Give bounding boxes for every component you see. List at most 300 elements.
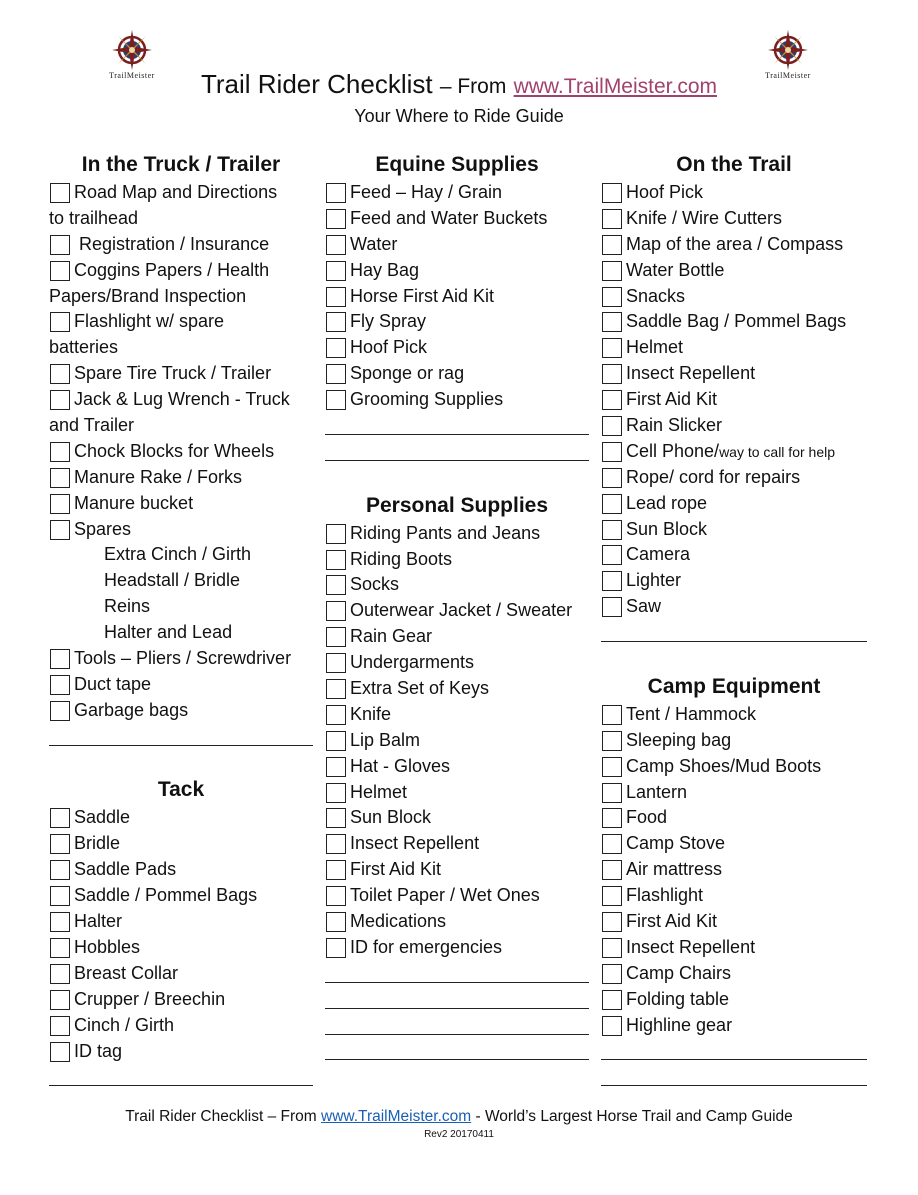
checkbox[interactable] [602,364,622,384]
item-text: Camp Stove [626,833,726,854]
item-label [74,646,291,672]
checklist-item [49,883,313,909]
item-label [350,206,547,232]
checkbox[interactable] [602,731,622,751]
item-text: Undergarments [350,652,475,673]
item-label [626,568,681,594]
item-label [74,1039,122,1065]
checklist-item [601,1013,867,1039]
write-in-line[interactable] [601,620,867,646]
checklist-subitem [49,594,313,620]
section-heading: In the Truck / Trailer [81,153,281,176]
checklist-item [601,232,867,258]
item-text: Socks [350,574,400,595]
item-note: way to call for help [719,443,836,460]
checklist-item-continuation [49,335,313,361]
spacer [325,465,589,491]
checklist-item [325,676,589,702]
item-text: Fly Spray [350,311,427,332]
checklist-item [601,517,867,543]
item-label [626,465,800,491]
section-heading: Personal Supplies [365,493,549,517]
checklist-item [325,857,589,883]
item-label [626,361,755,387]
checklist-item [49,258,313,284]
checkbox[interactable] [602,597,622,617]
item-label [626,702,756,728]
section-heading: On the Trail [676,153,792,176]
checkbox[interactable] [602,834,622,854]
checklist-item [49,672,313,698]
checkbox[interactable] [326,338,346,358]
underline [601,1085,867,1086]
title-text: Trail Rider Checklist [200,69,433,99]
item-label [74,309,224,335]
item-label [626,831,725,857]
checkbox[interactable] [50,442,70,462]
section-heading: Camp Equipment [647,674,821,698]
item-label [350,780,407,806]
write-in-line[interactable] [325,439,589,465]
item-text: Manure bucket [74,492,194,513]
checklist-item [325,387,589,413]
checkbox[interactable] [50,468,70,488]
item-text: Lead rope [626,492,708,513]
checkbox[interactable] [326,886,346,906]
page-title [0,66,918,105]
checklist-item [325,361,589,387]
item-label [74,465,242,491]
checkbox[interactable] [602,757,622,777]
item-text: Saddle Pads [74,859,177,880]
checkbox[interactable] [326,757,346,777]
underline [325,982,589,983]
item-text: First Aid Kit [626,389,718,410]
item-label [626,1013,732,1039]
item-label [350,831,479,857]
item-text: Manure Rake / Forks [74,466,243,487]
checklist-item [325,650,589,676]
item-text: ID for emergencies [350,936,503,957]
checkbox[interactable] [326,209,346,229]
item-label [74,1013,174,1039]
checkbox[interactable] [326,938,346,958]
checkbox[interactable] [50,1042,70,1062]
checkbox[interactable] [602,494,622,514]
item-label [350,309,426,335]
item-label [626,309,846,335]
checklist-item [325,702,589,728]
write-in-line[interactable] [325,1039,589,1065]
checklist-item [601,728,867,754]
checklist-item [49,180,313,206]
site-link[interactable]: www.TrailMeister.com [513,75,718,98]
checklist-item [601,857,867,883]
item-label [104,594,150,620]
checkbox[interactable] [326,834,346,854]
checklist-item [325,780,589,806]
footer-site-link[interactable]: www.TrailMeister.com [321,1108,472,1125]
item-label [626,180,703,206]
item-label [350,387,503,413]
underline [325,1008,589,1009]
item-label [74,517,131,543]
checklist-item [325,754,589,780]
item-label [350,572,399,598]
item-text: Hobbles [74,936,141,957]
checkbox[interactable] [50,235,70,255]
checkbox[interactable] [326,235,346,255]
logo-wordmark: TrailMeister [109,71,155,80]
checkbox[interactable] [50,649,70,669]
checklist-item [325,206,589,232]
item-label [626,439,835,466]
item-text: First Aid Kit [350,859,442,880]
checklist-item [49,439,313,465]
checkbox[interactable] [602,442,622,462]
checkbox[interactable] [602,520,622,540]
checkbox[interactable] [50,520,70,540]
checkbox[interactable] [50,834,70,854]
checkbox[interactable] [326,783,346,803]
item-text: Riding Boots [350,548,453,569]
write-in-line[interactable] [325,961,589,987]
checkbox[interactable] [50,364,70,384]
checklist-item [49,465,313,491]
checkbox[interactable] [602,183,622,203]
checkbox[interactable] [326,705,346,725]
checkbox[interactable] [326,364,346,384]
item-text: First Aid Kit [626,911,718,932]
checklist-item [601,935,867,961]
checklist-item [325,598,589,624]
checkbox[interactable] [326,550,346,570]
checkbox[interactable] [50,390,70,410]
checkbox[interactable] [50,912,70,932]
item-text: Saw [626,596,662,617]
item-label [626,987,729,1013]
item-text: Registration / Insurance [79,233,270,254]
item-text: Outerwear Jacket / Sweater [350,600,573,621]
item-label [350,335,427,361]
item-text: Sleeping bag [626,729,732,750]
item-label [104,568,240,594]
checklist-item [49,309,313,335]
checklist-item [601,883,867,909]
item-text: Hoof Pick [350,337,428,358]
checklist-item [49,909,313,935]
checklist-item [49,935,313,961]
underline [325,1059,589,1060]
checklist-item [49,491,313,517]
item-label [350,728,420,754]
item-label [74,258,269,284]
checkbox[interactable] [602,571,622,591]
checkbox[interactable] [602,783,622,803]
write-in-line[interactable] [601,1064,867,1090]
item-label [626,258,724,284]
checklist-item [601,465,867,491]
write-in-line[interactable] [49,724,313,750]
footer-suffix: - World’s Largest Horse Trail and Camp Guide [475,1108,793,1125]
item-text: Bridle [74,833,121,854]
checklist-item [601,284,867,310]
underline [325,434,589,435]
item-label [74,883,257,909]
item-label [350,521,540,547]
item-text: Breast Collar [74,962,179,983]
item-label [350,754,450,780]
footer [0,1106,918,1128]
item-label [49,206,138,232]
item-label [626,961,731,987]
item-text: Insect Repellent [626,363,756,384]
checklist-item [601,568,867,594]
item-label [350,180,502,206]
checkbox[interactable] [602,287,622,307]
item-text: Knife [350,703,392,724]
checkbox[interactable] [326,287,346,307]
item-text: Tent / Hammock [626,703,757,724]
item-text: Folding table [626,988,730,1009]
item-label [350,805,431,831]
item-label [626,857,722,883]
checkbox[interactable] [326,653,346,673]
item-label [79,232,269,258]
checkbox[interactable] [50,312,70,332]
item-text: to trailhead [49,207,139,228]
checkbox[interactable] [326,575,346,595]
checkbox[interactable] [326,860,346,880]
item-label [626,728,731,754]
checklist-item [325,335,589,361]
write-in-line[interactable] [325,413,589,439]
checkbox[interactable] [602,860,622,880]
item-label [74,672,151,698]
checklist-item [601,309,867,335]
item-text: Coggins Papers / Health [74,259,270,280]
checkbox[interactable] [326,601,346,621]
checkbox[interactable] [50,183,70,203]
item-text: Water Bottle [626,259,725,280]
item-text: Snacks [626,285,686,306]
checklist-item [325,805,589,831]
checkbox[interactable] [326,731,346,751]
checklist-item-continuation [49,284,313,310]
item-label [350,598,572,624]
item-label [626,232,843,258]
checkbox[interactable] [602,705,622,725]
checklist-item [601,335,867,361]
section-heading: Equine Supplies [375,153,539,176]
checklist-item [601,361,867,387]
item-label [350,624,432,650]
checkbox[interactable] [50,886,70,906]
item-text: Spare Tire Truck / Trailer [74,363,272,384]
checklist-item [325,624,589,650]
checkbox[interactable] [602,338,622,358]
item-text: Lantern [626,781,688,802]
checkbox[interactable] [50,675,70,695]
write-in-line[interactable] [601,1039,867,1065]
checkbox[interactable] [50,1016,70,1036]
item-label [74,387,290,413]
checklist-item [49,361,313,387]
write-in-line[interactable] [49,1064,313,1090]
item-text: Chock Blocks for Wheels [74,440,275,461]
checkbox[interactable] [50,860,70,880]
checkbox[interactable] [602,468,622,488]
checkbox[interactable] [602,912,622,932]
checklist-item [49,387,313,413]
footer-prefix: Trail Rider Checklist – From [125,1108,317,1125]
checkbox[interactable] [602,808,622,828]
checkbox[interactable] [602,545,622,565]
item-label [626,805,667,831]
checkbox[interactable] [50,808,70,828]
checkbox[interactable] [326,524,346,544]
checklist-item [49,961,313,987]
item-text: Grooming Supplies [350,389,504,410]
logo-wordmark: TrailMeister [765,71,811,80]
checklist-item [601,258,867,284]
item-text: Sun Block [626,518,708,539]
item-text: Water [350,233,398,254]
checklist-item [601,439,867,465]
page-subtitle: Your Where to Ride Guide [354,106,564,126]
title-from: – From [439,75,507,98]
item-label [74,491,193,517]
item-text: Saddle [74,807,131,828]
item-label [350,702,391,728]
checkbox[interactable] [326,183,346,203]
item-label [626,387,717,413]
checklist-column-2 [325,150,589,1064]
item-label [350,650,474,676]
item-text: Feed – Hay / Grain [350,182,503,202]
checkbox[interactable] [326,627,346,647]
underline [325,460,589,461]
checkbox[interactable] [326,679,346,699]
checklist-item [49,1013,313,1039]
checklist-item [325,284,589,310]
checkbox[interactable] [50,990,70,1010]
item-label [626,542,690,568]
checkbox[interactable] [326,312,346,332]
checklist-item [49,805,313,831]
item-label [74,987,225,1013]
checklist-item [601,387,867,413]
item-label [626,413,722,439]
item-text: Hoof Pick [626,182,704,202]
underline [49,1085,313,1086]
checkbox[interactable] [602,964,622,984]
underline [601,1059,867,1060]
item-text: Halter [74,911,123,932]
checkbox[interactable] [326,390,346,410]
item-text: Highline gear [626,1014,733,1035]
checkbox[interactable] [602,235,622,255]
item-label [350,547,452,573]
item-label [74,805,130,831]
checkbox[interactable] [50,701,70,721]
checkbox[interactable] [602,990,622,1010]
item-text: Toilet Paper / Wet Ones [350,885,540,906]
checkbox[interactable] [602,938,622,958]
item-text: Helmet [350,781,408,802]
checkbox[interactable] [50,261,70,281]
item-text: Cinch / Girth [74,1014,175,1035]
checklist-item [601,413,867,439]
item-label [104,620,232,646]
item-text: Tools – Pliers / Screwdriver [74,648,292,669]
checklist-item-continuation [49,206,313,232]
checklist-item [325,309,589,335]
write-in-line[interactable] [325,1013,589,1039]
checkbox[interactable] [602,390,622,410]
checkbox[interactable] [602,1016,622,1036]
checklist-item [49,857,313,883]
section-heading: Tack [157,778,205,802]
item-label [626,780,687,806]
item-text: Food [626,807,668,828]
item-label [74,857,176,883]
item-text: Saddle Bag / Pommel Bags [626,311,847,332]
checklist-item [325,258,589,284]
item-text: Insect Repellent [350,833,480,854]
item-label [350,935,502,961]
checkbox[interactable] [602,261,622,281]
checkbox[interactable] [50,964,70,984]
item-text: batteries [49,337,119,358]
checklist-item [601,805,867,831]
write-in-line[interactable] [325,987,589,1013]
item-text: Hat - Gloves [350,755,451,776]
checkbox[interactable] [50,938,70,958]
checklist-item [601,702,867,728]
checkbox[interactable] [602,416,622,436]
checkbox[interactable] [50,494,70,514]
item-text: Flashlight [626,885,704,906]
item-text: Extra Cinch / Girth [104,544,252,565]
item-label [74,961,178,987]
item-text: Riding Pants and Jeans [350,522,541,543]
checklist-item [601,491,867,517]
item-text: Extra Set of Keys [350,678,490,699]
checkbox[interactable] [602,209,622,229]
checklist-item [601,909,867,935]
checklist-item [601,780,867,806]
checklist-item [601,987,867,1013]
item-text: Road Map and Directions [74,182,278,202]
item-text: Lip Balm [350,729,421,750]
item-text: Papers/Brand Inspection [49,285,247,306]
checkbox[interactable] [602,312,622,332]
checkbox[interactable] [326,261,346,281]
item-label [350,857,441,883]
checklist-item-continuation [49,413,313,439]
item-text: Camp Shoes/Mud Boots [626,755,822,776]
item-label [626,491,707,517]
checkbox[interactable] [326,808,346,828]
checkbox[interactable] [326,912,346,932]
checklist-item [601,961,867,987]
checkbox[interactable] [602,886,622,906]
item-label [626,517,707,543]
item-text: Halter and Lead [104,622,233,643]
item-label [350,232,397,258]
checklist-subitem [49,542,313,568]
